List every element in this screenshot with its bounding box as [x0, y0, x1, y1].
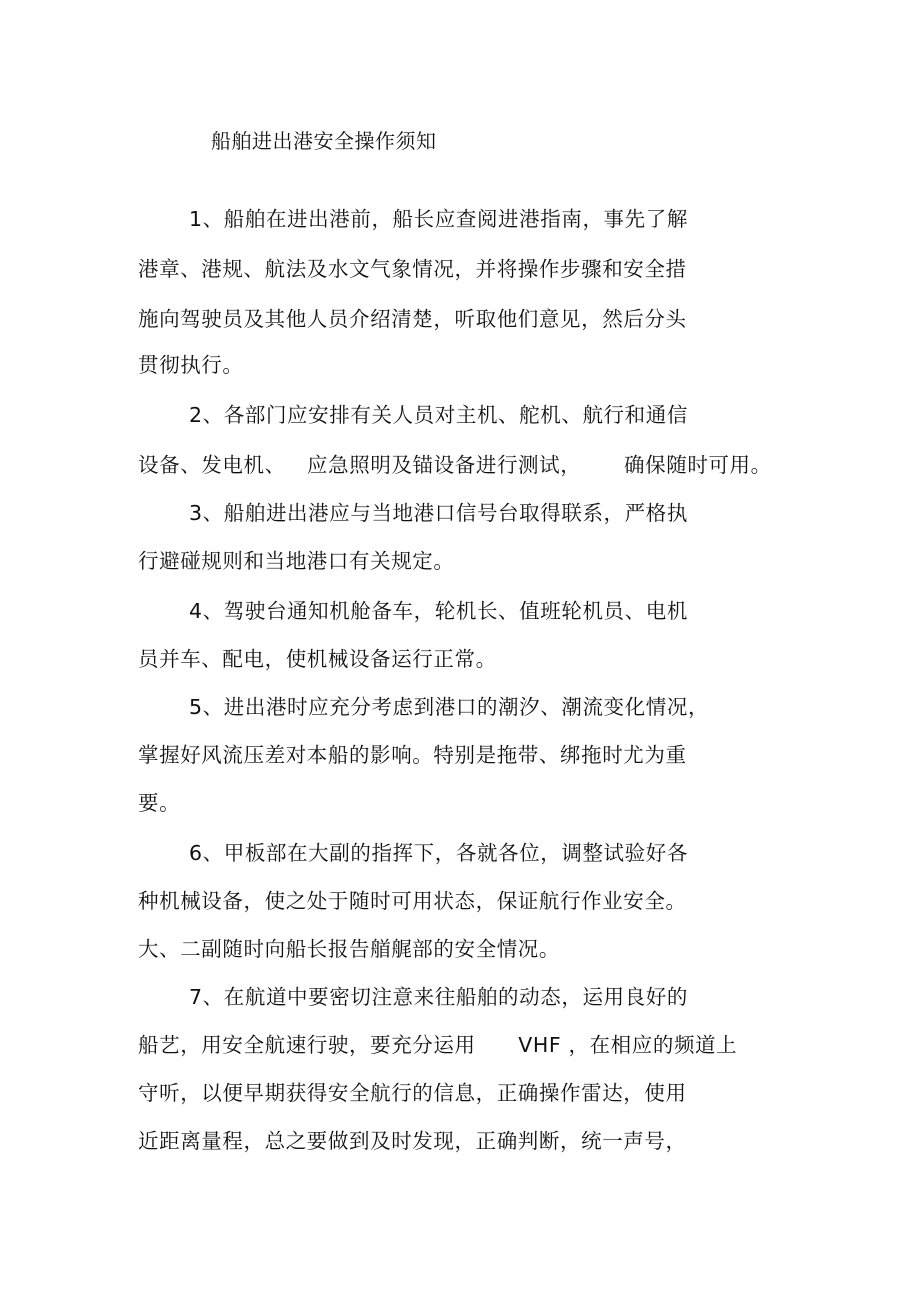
- text-line: 施向驾驶员及其他人员介绍清楚，听取他们意见，然后分头: [138, 307, 687, 331]
- text-line: 港章、港规、航法及水文气象情况，并将操作步骤和安全措: [138, 257, 687, 281]
- text-line: 3、船舶进出港应与当地港口信号台取得联系，严格执: [189, 501, 688, 525]
- document-title: 船舶进出港安全操作须知: [211, 129, 437, 153]
- text-line: 近距离量程，总之要做到及时发现，正确判断，统一声号，: [138, 1129, 687, 1153]
- text-line: 5、进出港时应充分考虑到港口的潮汐、潮流变化情况，: [189, 695, 710, 719]
- text-line: 2、各部门应安排有关人员对主机、舵机、航行和通信: [189, 403, 688, 427]
- text-line: 要。: [138, 791, 181, 815]
- text-line: 种机械设备，使之处于随时可用状态，保证航行作业安全。: [138, 889, 687, 913]
- text-line: 守听，以便早期获得安全航行的信息，正确操作雷达，使用: [138, 1081, 687, 1105]
- text-line: 4、驾驶台通知机舱备车，轮机长、值班轮机员、电机: [189, 599, 688, 623]
- text-line: 大、二副随时向船长报告艏艉部的安全情况。: [138, 937, 560, 961]
- text-line: 掌握好风流压差对本船的影响。特别是拖带、绑拖时尤为重: [138, 743, 687, 767]
- text-line: 1、船舶在进出港前，船长应查阅进港指南，事先了解: [189, 207, 688, 231]
- text-line: 员并车、配电，使机械设备运行正常。: [138, 647, 497, 671]
- text-line: 7、在航道中要密切注意来往船舶的动态，运用良好的: [189, 985, 688, 1009]
- text-line: 贯彻执行。: [138, 353, 244, 377]
- text-line: 船艺，用安全航速行驶，要充分运用 VHF ，在相应的频道上: [138, 1033, 738, 1057]
- text-line: 6、甲板部在大副的指挥下，各就各位，调整试验好各: [189, 841, 688, 865]
- text-line: 行避碰规则和当地港口有关规定。: [138, 549, 455, 573]
- text-line: 设备、发电机、 应急照明及锚设备进行测试， 确保随时可用。: [138, 453, 772, 477]
